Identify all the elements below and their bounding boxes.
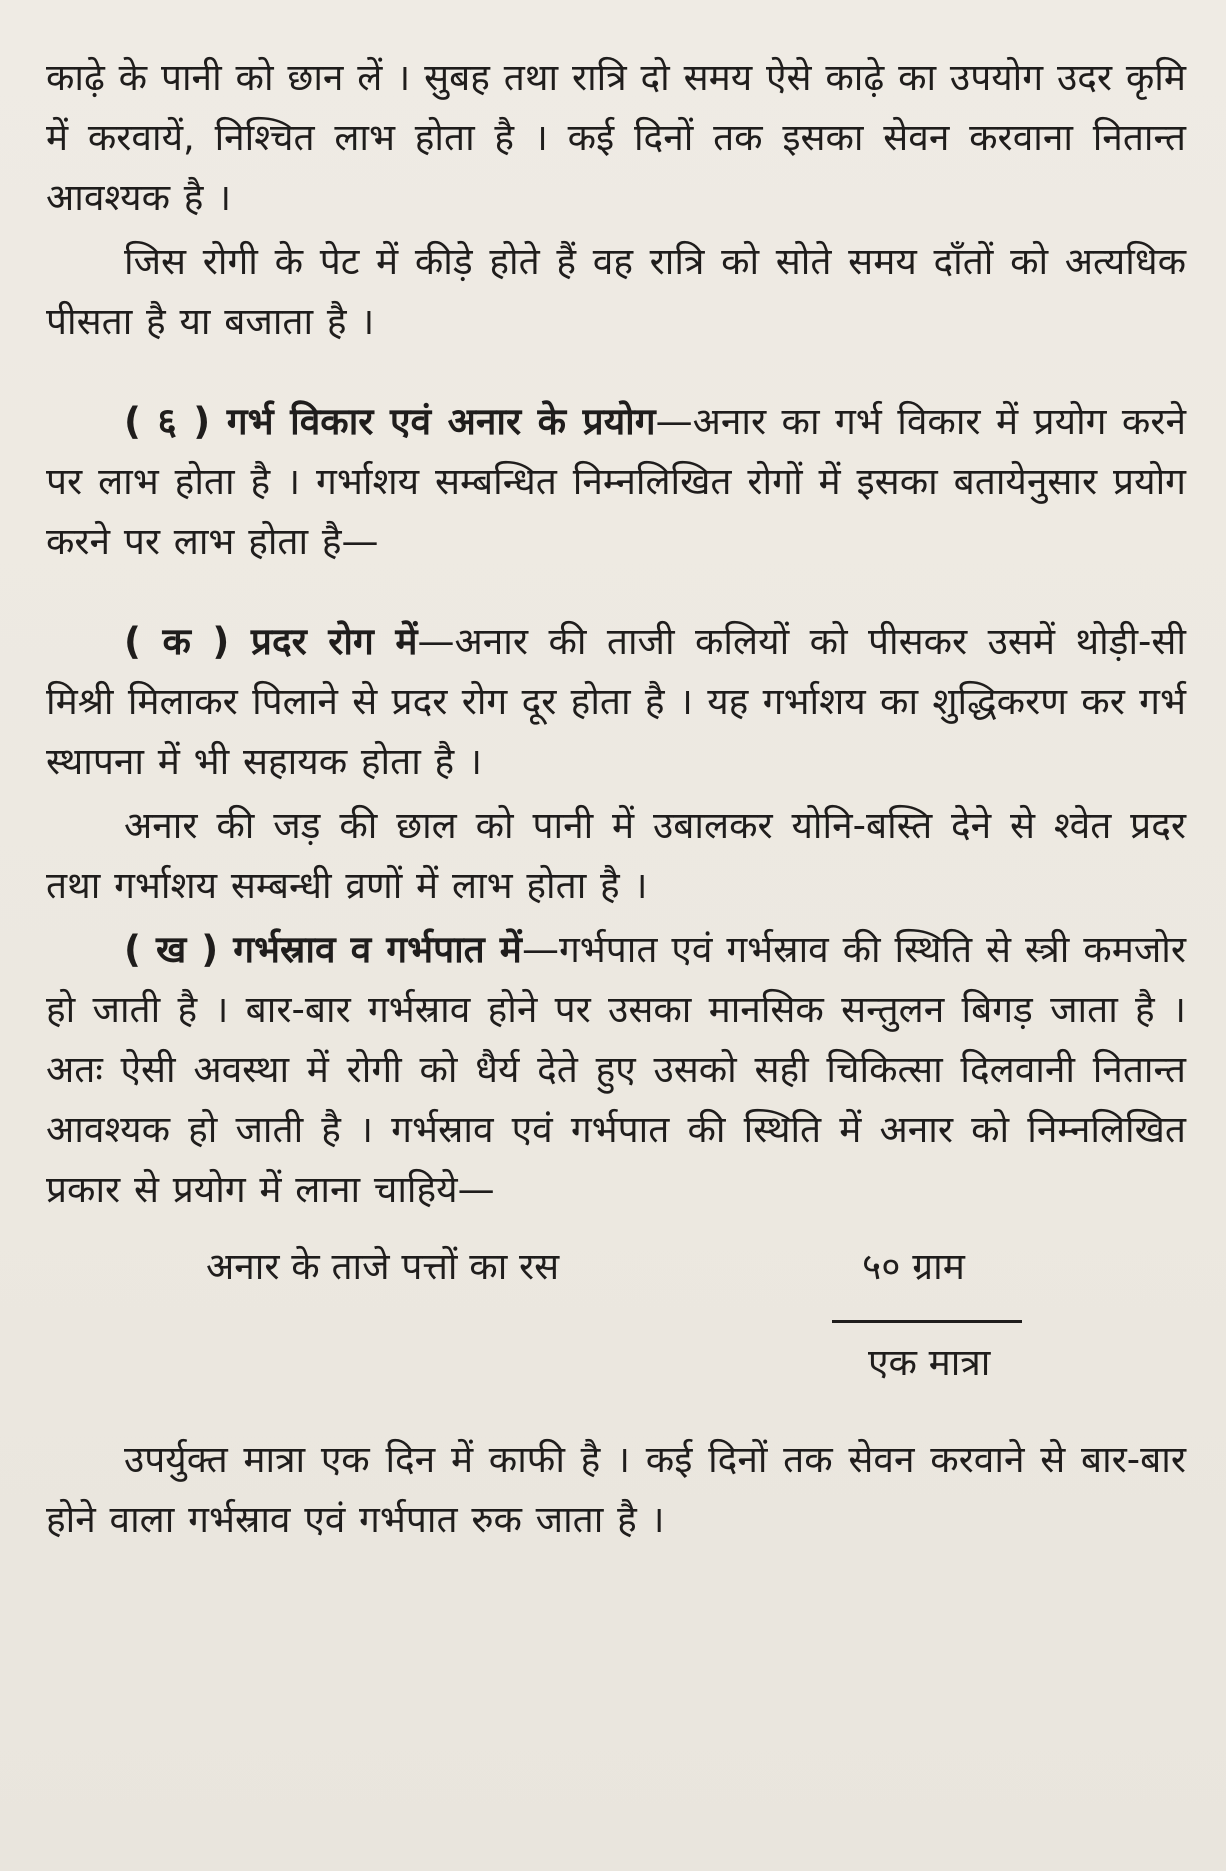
paragraph-worm-symptom: जिस रोगी के पेट में कीड़े होते हैं वह रात्रि को सोते समय दाँतों को अत्यधिक पीसता है या बजाता है । bbox=[46, 240, 1186, 343]
paragraph-dosage-note: उपर्युक्त मात्रा एक दिन में काफी है । कई दिनों तक सेवन करवाने से बार-बार होने वाला गर्भस्राव एवं गर्भपात रुक जाता है । bbox=[46, 1438, 1186, 1541]
section-ka-heading: ( क ) प्रदर रोग में bbox=[124, 620, 418, 663]
recipe-quantity: ५० ग्राम bbox=[862, 1245, 965, 1288]
recipe-block bbox=[46, 1234, 1186, 1430]
section-6 bbox=[46, 392, 1186, 572]
recipe-ingredient: अनार के ताजे पत्तों का रस bbox=[206, 1245, 560, 1288]
paragraph-intro: काढ़े के पानी को छान लें । सुबह तथा रात्रि दो समय ऐसे काढ़े का उपयोग उदर कृमि में करवायें, निश्चित लाभ होता है । कई दिनों तक इसका सेवन करवाना नितान्त आवश्यक है । bbox=[46, 56, 1186, 219]
section-kha-heading: ( ख ) गर्भस्राव व गर्भपात में bbox=[124, 928, 522, 971]
section-6-text: —अनार का गर्भ विकार में प्रयोग करने पर लाभ होता है । गर्भाशय सम्बन्धित निम्नलिखित रोगों में इसका बतायेनुसार प्रयोग करने पर लाभ होता है— bbox=[46, 400, 1187, 563]
section-ka-text: —अनार की ताजी कलियों को पीसकर उसमें थोड़ी-सी मिश्री मिलाकर पिलाने से प्रदर रोग दूर होता है । यह गर्भाशय का शुद्धिकरण कर गर्भ स्थापना में भी सहायक होता है । bbox=[46, 620, 1186, 783]
section-ka bbox=[46, 612, 1186, 792]
section-kha bbox=[46, 920, 1186, 1220]
paragraph-root-bark: अनार की जड़ की छाल को पानी में उबालकर योनि-बस्ति देने से श्वेत प्रदर तथा गर्भाशय सम्बन्धी व्रणों में लाभ होता है । bbox=[46, 804, 1186, 907]
section-kha-text: —गर्भपात एवं गर्भस्राव की स्थिति से स्त्री कमजोर हो जाती है । बार-बार गर्भस्राव होने पर उसका मानसिक सन्तुलन बिगड़ जाता है । अतः ऐसी अवस्था में रोगी को धैर्य देते हुए उसको सही चिकित्सा दिलवानी नितान्त आवश्यक हो जाती है । गर्भस्राव एवं गर्भपात की स्थिति में अनार को निम्नलिखित प्रकार से प्रयोग में लाना चाहिये— bbox=[46, 928, 1186, 1211]
recipe-dose: एक मात्रा bbox=[868, 1341, 991, 1384]
recipe-total-rule bbox=[832, 1320, 1022, 1323]
section-6-heading: ( ६ ) गर्भ विकार एवं अनार के प्रयोग bbox=[124, 400, 656, 443]
